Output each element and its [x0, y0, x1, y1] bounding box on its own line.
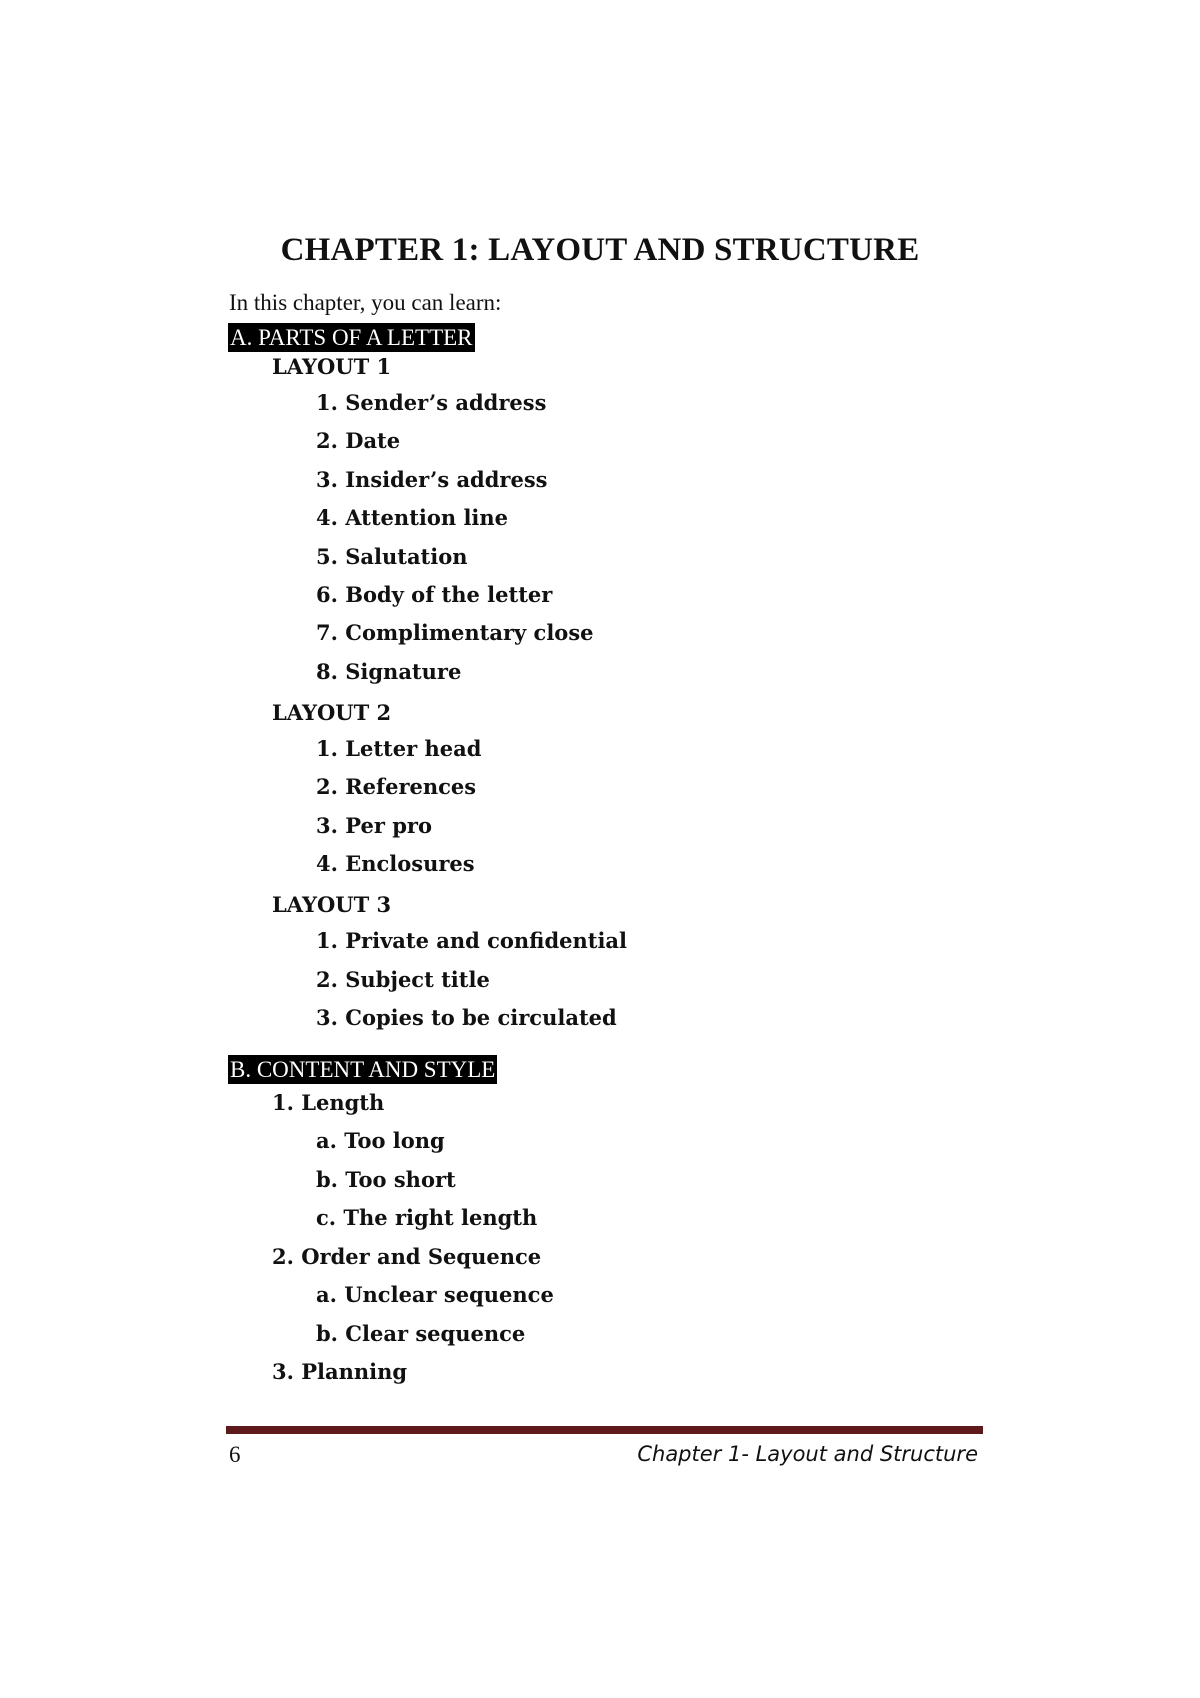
- layout-3-item: 2. Subject title: [316, 967, 490, 992]
- topic-2-label: 2. Order and Sequence: [272, 1244, 542, 1269]
- layout-1-item: 5. Salutation: [316, 544, 468, 569]
- layout-1-item: 3. Insider’s address: [316, 467, 548, 492]
- layout-3-label: LAYOUT 3: [272, 892, 392, 917]
- layout-1-item: 7. Complimentary close: [316, 620, 594, 645]
- section-a-heading: A. PARTS OF A LETTER: [228, 323, 475, 352]
- topic-1-item: c. The right length: [316, 1205, 538, 1230]
- topic-2-item: b. Clear sequence: [316, 1321, 526, 1346]
- layout-2-item: 1. Letter head: [316, 736, 482, 761]
- layout-2-item: 2. References: [316, 774, 477, 799]
- section-b-heading: B. CONTENT AND STYLE: [228, 1055, 497, 1084]
- page-number: 6: [229, 1442, 241, 1467]
- layout-1-item: 8. Signature: [316, 659, 462, 684]
- topic-1-item: a. Too long: [316, 1128, 445, 1153]
- topic-2-item: a. Unclear sequence: [316, 1282, 554, 1307]
- footer-caption: Chapter 1- Layout and Structure: [637, 1442, 978, 1466]
- layout-2-item: 4. Enclosures: [316, 851, 475, 876]
- topic-3-label: 3. Planning: [272, 1359, 408, 1384]
- layout-1-item: 6. Body of the letter: [316, 582, 553, 607]
- intro-text: In this chapter, you can learn:: [229, 290, 502, 315]
- layout-1-item: 1. Sender’s address: [316, 390, 547, 415]
- layout-1-item: 2. Date: [316, 428, 401, 453]
- layout-3-item: 1. Private and confidential: [316, 928, 628, 953]
- layout-2-item: 3. Per pro: [316, 813, 432, 838]
- layout-1-item: 4. Attention line: [316, 505, 509, 530]
- topic-1-item: b. Too short: [316, 1167, 456, 1192]
- footer-rule: [226, 1426, 983, 1434]
- layout-1-label: LAYOUT 1: [272, 354, 392, 379]
- chapter-title: CHAPTER 1: LAYOUT AND STRUCTURE: [280, 232, 920, 268]
- layout-2-label: LAYOUT 2: [272, 700, 392, 725]
- layout-3-item: 3. Copies to be circulated: [316, 1005, 617, 1030]
- topic-1-label: 1. Length: [272, 1090, 385, 1115]
